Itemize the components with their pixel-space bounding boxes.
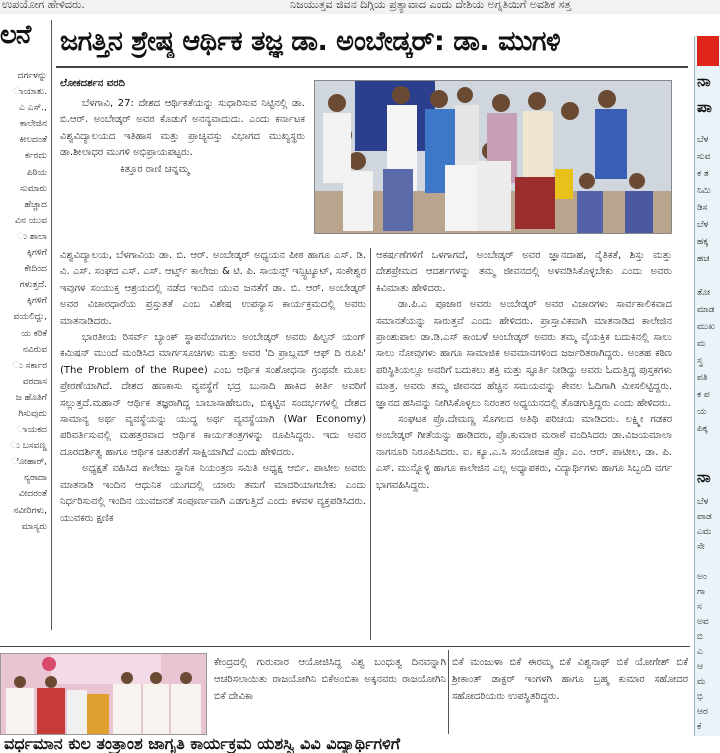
- bottom-article-column-a: [214, 654, 446, 705]
- left-column-line: ಕಾಲೇಜಿನ: [19, 119, 47, 130]
- right-column-headline: ನಾ: [697, 468, 711, 486]
- right-column-line: ಕೆ: [697, 722, 702, 732]
- right-column-line: ಡಿಸ: [697, 203, 708, 213]
- headline-rule: [56, 66, 688, 68]
- article-column-2: [376, 248, 672, 494]
- left-column-line: ದರ್ಗಳನ್ನು: [17, 71, 47, 81]
- right-column-line: ಬೆಳ: [697, 497, 709, 507]
- right-column-line: ಮ: [697, 339, 706, 349]
- left-column-line: ಗಿಸುವುದು: [18, 408, 47, 419]
- right-column-headline: ಪಾ: [697, 98, 712, 116]
- left-column-line: ಜ ಹೊತಿಗೆ: [15, 392, 47, 403]
- article-paragraph: ಡಾ.ಪಿ.ಎ ಪೂಜಾರ ಅವರು ಅಂಬೇಡ್ಕರ್ ಅವರ ವಿಚಾರಗಳು ಸಾರ್ವಕಾಲಿಕವಾದ ಸಮಾನತೆಯನ್ನು ಸಾರುತ್ತವೆ ಎಂದು ಹೇಳಿದರು. ಪ್ರಾಸ್ತಾವಿಕವಾಗಿ ಮಾತನಾಡಿದ ಕಾಲೇಜಿನ ಪ್ರಾಂಶುಪಾಲ ಡಾ.ಡಿ.ಎಸ್ ಕಾಂಬಳೆ ಅಂಬೇಡ್ಕರ್ ಅವರು ತಮ್ಮ ವೈಯಕ್ತಿಕ ಬದುಕಿನಲ್ಲಿ ಸಾಲು ಸಾಲು ನೋವುಗಳು ಹಾಗೂ ಸಾಮಾಜಿಕ ಅವಮಾನಗಳಿಂದ ಜರ್ಜರಿತರಾಗಿದ್ದರು. ಅಂತಹ ಕಠಿಣ ಪರಿಸ್ಥಿತಿಯಲ್ಲೂ ಅವರಿಗೆ ಬದುಕಲು ಶಕ್ತಿ ಮತ್ತು ಸ್ಫೂರ್ತಿ ನೀಡಿದ್ದು ಅವರು ಓದುತ್ತಿದ್ದ ಪುಸ್ತಕಗಳು ಮಾತ್ರ. ಅವರು ತಮ್ಮ ಜೀವನದ ಹೆಚ್ಚಿನ ಸಮಯವನ್ನು ಕೇವಲ ಓದಿಗಾಗಿ ಮೀಸಲಿಟ್ಟಿದ್ದರು. ಜ್ಞಾನದ ಹಸಿವನ್ನು ನೀಗಿಸಿಕೊಳ್ಳಲು ನಿರಂತರ ಅಧ್ಯಯನದಲ್ಲಿ ತೊಡಗುತ್ತಿದ್ದರು ಎಂದು ಹೇಳಿದರು.: [376, 299, 672, 409]
- article-byline: ಲೋಕದರ್ಶನ ವರದಿ: [60, 78, 125, 89]
- right-column-line: ನಿಮಿ: [697, 186, 711, 196]
- column-divider: [370, 248, 371, 640]
- right-column-line: ಬೆಳ: [697, 220, 709, 230]
- left-column-line: ಗಳುತ್ತದೆ.: [19, 280, 47, 291]
- right-column-line: ಪಾಡ: [697, 512, 712, 522]
- left-column-line: ವಯಲಿದ್ದು,: [13, 312, 47, 323]
- group-photo-image: [315, 81, 671, 233]
- right-column-line: ಆ: [697, 662, 703, 672]
- next-headline-strip: [0, 738, 720, 753]
- left-column-line: ವರದಾಸ: [22, 376, 47, 387]
- right-column-line: ಪಿಕ್ಕ: [697, 424, 708, 434]
- left-column-line: ಕೇದಿಂದ: [24, 264, 47, 275]
- left-column-line: ನ್ಯರಾದಾ: [23, 473, 47, 484]
- top-strip: [0, 0, 720, 14]
- left-column-line: ವಿನ ಯುವ: [15, 215, 47, 226]
- left-column-line: ಪಿಠಿಯ: [26, 167, 47, 178]
- right-column-line: ಮಾಡ: [697, 305, 715, 315]
- article-paragraph: ಅಧ್ಯಕ್ಷತೆ ವಹಿಸಿದ ಕಾಲೇಜು ಸ್ಥಾನಿಕ ನಿಯಂತ್ರಣ ಸಮಿತಿ ಅಧ್ಯಕ್ಷ ಆರ್ಬಿ. ಪಾಟೀಲ ಅವರು ಮಾತನಾಡಿ ಇಂದಿನ ಆಧುನಿಕ ಯುಗದಲ್ಲಿ ಯಾರು ತಮಗೆ ಮಾದರಿಯಾಗಬೇಕು ಎಂದು ನಿರ್ಧರಿಸುವಲ್ಲಿ ಇಂದಿನ ಯುವಜನತೆ ಸಂಪೂರ್ಣವಾಗಿ ಎಡಗುತ್ತಿದೆ ಎಂದು ಕಳವಳ ವ್ಯಕ್ತಪಡಿಸಿದರು. ಯುವಕರು ಕ್ಷಣಿಕ: [60, 463, 366, 524]
- bottom-section-rule: [0, 646, 690, 647]
- right-column-line: ಬಿ: [697, 632, 704, 642]
- left-column-line: ಹೆಚ್ಚಾದ: [24, 199, 47, 210]
- right-column-line: ಕ ತ: [697, 169, 709, 179]
- left-column-divider: [51, 20, 52, 630]
- left-column-line: ೋಹಾರ್,: [11, 457, 47, 468]
- bottom-column-divider: [448, 650, 449, 734]
- right-column-line: ಸ: [697, 602, 702, 612]
- right-column-line: ಹಕ್ಕ: [697, 237, 709, 247]
- article-headline: ಜಗತ್ತಿನ ಶ್ರೇಷ್ಠ ಆರ್ಥಿಕ ತಜ್ಞ ಡಾ. ಅಂಬೇಡ್ಕರ್: ಡಾ. ಮುಗಳಿ: [60, 26, 561, 57]
- right-column-line: ಎಮ: [697, 527, 712, 537]
- left-column-line: ಕ್ಕಿಗಳಿಗೆ: [26, 296, 47, 307]
- right-column-line: ಎ: [697, 647, 703, 657]
- right-column-line: ಆರ: [697, 707, 708, 717]
- article-paragraph: ಆಕರ್ಷಣೆಗಳಿಗೆ ಒಳಗಾಗದೆ, ಅಂಬೇಡ್ಕರ್ ಅವರ ಜ್ಞಾನದಾಹ, ನೈತಿಕತೆ, ಶಿಸ್ತು ಮತ್ತು ದೇಶಪ್ರೇಮದ ಆದರ್ಶಗಳನ್ನು ತಮ್ಮ ಜೀವನದಲ್ಲಿ ಅಳವಡಿಸಿಕೊಳ್ಳಬೇಕು ಎಂದು ಅವರು ಕಿವಿಮಾತು ಹೇಳಿದರು.: [376, 250, 672, 294]
- bottom-photo-image: [1, 654, 206, 734]
- right-column: [694, 36, 720, 736]
- article-paragraph: ಸಂಘಟಕ ಪ್ರೊ.ದೇಮಣ್ಣ ಸೊಗಲದ ಅತಿಥಿ ಪರಿಚಯ ಮಾಡಿದರು. ಲಕ್ಷ್ಮೀ ಗಡಕರ ಅಂಬೇಡ್ಕರ್ ಗೀತೆಯನ್ನು ಹಾಡಿದರು, ಪ್ರೊ.ಕುಮಾರ ಮರಾಠೆ ವಂದಿಸಿದರು ಡಾ.ವಿಜಯಮಾಲಾ ನಾಗನೂರಿ ನಿರೂಪಿಸಿದರು. ಐ. ಕ್ಯೂ.ಎ.ಸಿ ಸಂಯೋಜಕ ಪ್ರೊ. ಎಂ. ಆರ್. ಪಾಟೀಲ, ಡಾ. ಪಿ. ಎಸ್. ಮುನ್ನೊಳ್ಳಿ ಹಾಗೂ ಕಾಲೇಜಿನ ಎಲ್ಲ ಅಧ್ಯಾಪಕರು, ವಿದ್ಯಾರ್ಥಿಗಳು ಹಾಗೂ ಸಿಬ್ಬಂದಿ ವರ್ಗ ಭಾಗವಹಿಸಿದ್ದರು.: [376, 414, 672, 491]
- article-paragraph: ವಿಶ್ವವಿದ್ಯಾಲಯ, ಬೆಳಗಾವಿಯ ಡಾ. ಬಿ. ಆರ್. ಅಂಬೇಡ್ಕರ್ ಅಧ್ಯಯನ ಪೀಠ ಹಾಗೂ ಎಸ್. ಡಿ. ವಿ. ಎಸ್. ಸಂಘದ ಎಸ್. ಎಸ್. ಆರ್ಟ್ಸ್ ಕಾಲೇಜು & ಟಿ. ಪಿ. ಸಾಯನ್ಸ್ ಇನ್ಸ್ಟಿಟ್ಯೂಟ್, ಸಂಕೇಶ್ವರ ಇವುಗಳ ಸಂಯುಕ್ತ ಆಶ್ರಯದಲ್ಲಿ ನಡೆದ ಇಂದಿನ ಯುವ ಜನತೆಗೆ ಡಾ. ಬಿ. ಆರ್. ಅಂಬೇಡ್ಕರ್ ಅವರ ವಿಚಾರಧಾರೆಯ ಪ್ರಸ್ತುತತೆ ಎಂಬ ವಿಶೇಷ ಉಪನ್ಯಾಸ ಕಾರ್ಯಕ್ರಮದಲ್ಲಿ ಅವರು ಮಾತನಾಡಿದರು.: [60, 250, 366, 327]
- right-column-line: ಹಚ: [697, 254, 710, 264]
- bottom-article-paragraph: ಕೇಂದ್ರದಲ್ಲಿ ಗುರುವಾರ ಆಯೋಜಿಸಿದ್ದ ವಿಶ್ವ ಬಂಧುತ್ವ ದಿನವನ್ನಾಗಿ ಆಚರಿಸಲಾಯಿತು ರಾಜಯೋಗಿನಿ ಬಿಕೆಅಂಬಿಕಾ ಅಕ್ಕನವರು ರಾಜಯೋಗಿನಿ ಬಿಕೆ ದೇವಿಕಾ: [214, 657, 446, 702]
- next-headline-text: ವರ್ಧಮಾನ ಕುಲ ತಂತ್ರಾಂಶ ಜಾಗೃತಿ ಕಾರ್ಯಕ್ರಮ ಯಶಸ್ವಿ ವಿವಿ ವಿದ್ಯಾರ್ಥಿಗಳಿಗೆ: [4, 738, 401, 753]
- right-column-line: ಅಂ: [697, 572, 707, 582]
- left-column-line: ಎ ಎಸ್.,: [19, 103, 47, 114]
- right-column-line: ತೋ: [697, 288, 711, 298]
- left-column-line: ಾಯಕದ: [17, 425, 47, 436]
- left-column-line: ಸುಮಾರು: [19, 183, 47, 194]
- left-column-line: ವೀದರಂತೆ: [18, 489, 47, 500]
- top-strip-left-text: ಉಪಯೋಗ ಹೇಳಿದರು.: [2, 0, 85, 11]
- article-column-1-top: [60, 96, 305, 178]
- right-column-line: ಯ: [697, 407, 707, 417]
- left-column-line: ಾಯಾತು.: [13, 87, 47, 98]
- right-column-line: ಮ: [697, 677, 706, 687]
- article-paragraph: ಕಿತ್ತೂರ ರಾಣಿ ಚನ್ನಮ್ಮ: [120, 163, 190, 175]
- right-column-line: ಗಾ: [697, 587, 706, 597]
- left-column-line: ು ಸರ್ಕಾರ: [12, 360, 47, 371]
- right-column-line: ಸುವ: [697, 152, 711, 162]
- article-column-1-bottom: [60, 248, 366, 527]
- left-column-headline: ಲನೆ: [0, 20, 31, 50]
- left-column-line: ು ಶಾಲಾ: [17, 231, 47, 242]
- right-column-line: ಮುಖ: [697, 322, 715, 332]
- right-column-line: ಸೇ: [697, 542, 705, 552]
- right-column-line: ಭಿ: [697, 692, 704, 702]
- article-paragraph: ಭಾರತೀಯ ರಿಸರ್ವ್ ಬ್ಯಾಂಕ್ ಸ್ಥಾಪನೆಯಾಗಲು ಅಂಬೇಡ್ಕರ್ ಅವರು ಹಿಲ್ಟನ್ ಯಂಗ್ ಕಮಿಷನ್ ಮುಂದೆ ಮಂಡಿಸಿದ ಮಾರ್ಗಸೂಚಿಗಳು ಮತ್ತು ಅವರ 'ದಿ ಪ್ರಾಬ್ಲಮ್ ಆಫ್ ದಿ ರೂಪಿ' (The Problem of the Rupee) ಎಂಬ ಆರ್ಥಿಕ ಸಂಶೋಧನಾ ಗ್ರಂಥವೇ ಮೂಲ ಪ್ರೇರಣೆಯಾಗಿದೆ. ದೇಶದ ಹಣಕಾಸು ವ್ಯವಸ್ಥೆಗೆ ಭದ್ರ ಬುನಾದಿ ಹಾಕಿದ ಕೀರ್ತಿ ಅವರಿಗೆ ಸಲ್ಲುತ್ತದೆ.ಮಹಾನ್ ಆರ್ಥಿಕ ತಜ್ಞರಾಗಿದ್ದ ಬಾಬಾಸಾಹೇಬರು, ಬಿಕ್ಕಟ್ಟಿನ ಸಂದರ್ಭಗಳಲ್ಲಿ ದೇಶದ ಸಾಮಾನ್ಯ ಅರ್ಥ ವ್ಯವಸ್ಥೆಯನ್ನು ಯುದ್ಧ ಅರ್ಥ ವ್ಯವಸ್ಥೆಯಾಗಿ (War Economy) ಪರಿವರ್ತಿಸುವಲ್ಲಿ ಮಹತ್ತರವಾದ ಆರ್ಥಿಕ ಕಾರ್ಯತಂತ್ರಗಳನ್ನು ರೂಪಿಸಿದ್ದರು. ಇದು ಅವರ ದೂರದರ್ಶಿತ್ವ ಹಾಗೂ ಆರ್ಥಿಕ ಚತುರತೆಗೆ ಸಾಕ್ಷಿಯಾಗಿದೆ ಎಂದು ಹೇಳಿದರು.: [60, 332, 366, 458]
- article-photo: [314, 80, 672, 234]
- left-column-line: ು ಬಸವಣ್ಣ: [9, 441, 47, 452]
- top-strip-right-text: ನಿಜಯುತ್ತವ ಜಿವನ ದಿಗ್ಗಿಯ ಪ್ರತ್ಯಾವಾದ ಎಂದು ದೇಶಿಯ ಅಗ್ನತಿಯಿಗೆ ಅವಶಿಕ ಸತ್ತ: [290, 0, 572, 11]
- left-column-line: ಮಾಸ್ಯರು: [21, 521, 47, 532]
- right-column-line: ಪತಿ: [697, 373, 708, 383]
- left-column-line: ನವೀರಿಗಳು,: [13, 505, 47, 516]
- right-column-line: ಬೆಳ: [697, 135, 709, 145]
- left-column-line: ನವಿರುವ: [22, 344, 47, 355]
- left-column-line: ಯ ಕರಿಕೆ: [21, 328, 47, 339]
- bottom-article-paragraph: ಬಿಕೆ ಮಂಜುಳಾ ಬಿಕೆ ಈರಮ್ಮ ಬಿಕೆ ವಿಶ್ವನಾಥ್ ಬಿಕೆ ಯೋಗೇಶ್ ಬಿಕೆ ಶ್ರೀಕಾಂತ್ ಡಾಕ್ಟರ್ ಇಂಗಳಗಿ ಹಾಗೂ ಬ್ರಹ್ಮ ಕುಮಾರ ಸಹೋದರ ಸಹೋದರಿಯರು ಉಪಸ್ಥಿತರಿದ್ದರು.: [452, 657, 688, 702]
- bottom-article-column-b: [452, 654, 688, 705]
- right-column-accent-box: [697, 36, 719, 66]
- bottom-article-photo: [0, 653, 207, 735]
- right-column-line: ಅವ: [697, 617, 709, 627]
- left-column-line: ಕೀಲದಂತೆ: [19, 135, 47, 146]
- left-column-line: ರ್ಕರದು: [24, 151, 47, 162]
- right-column-headline: ನಾ: [697, 72, 711, 90]
- article-paragraph: ಬೆಳಗಾವಿ, 27: ದೇಶದ ಆರ್ಥಿಕತೆಯನ್ನು ಸುಧಾರಿಸುವ ನಿಟ್ಟಿನಲ್ಲಿ ಡಾ. ಬಿ.ಆರ್. ಅಂಬೇಡ್ಕರ್ ಅವರ ಕೊಡುಗೆ ಅನನ್ಯವಾದುದು. ಎಂದು ಕರ್ನಾಟಕ ವಿಶ್ವವಿದ್ಯಾಲಯದ ಇತಿಹಾಸ ಮತ್ತು ಪ್ರಾಚ್ಯವಸ್ತು ವಿಭಾಗದ ಮುಖ್ಯಸ್ಥರು ಡಾ.ಶೀಲಾಧರ ಮುಗಳಿ ಅಭಿಪ್ರಾಯಪಟ್ಟರು.: [60, 98, 305, 159]
- left-column-line: ಕ್ಕಿಗಳಿಗೆ: [26, 248, 47, 259]
- right-column-line: ಸ್ತ್ರ: [697, 356, 703, 366]
- left-column: [0, 68, 47, 628]
- right-column-line: ಕ ಪ: [697, 390, 710, 400]
